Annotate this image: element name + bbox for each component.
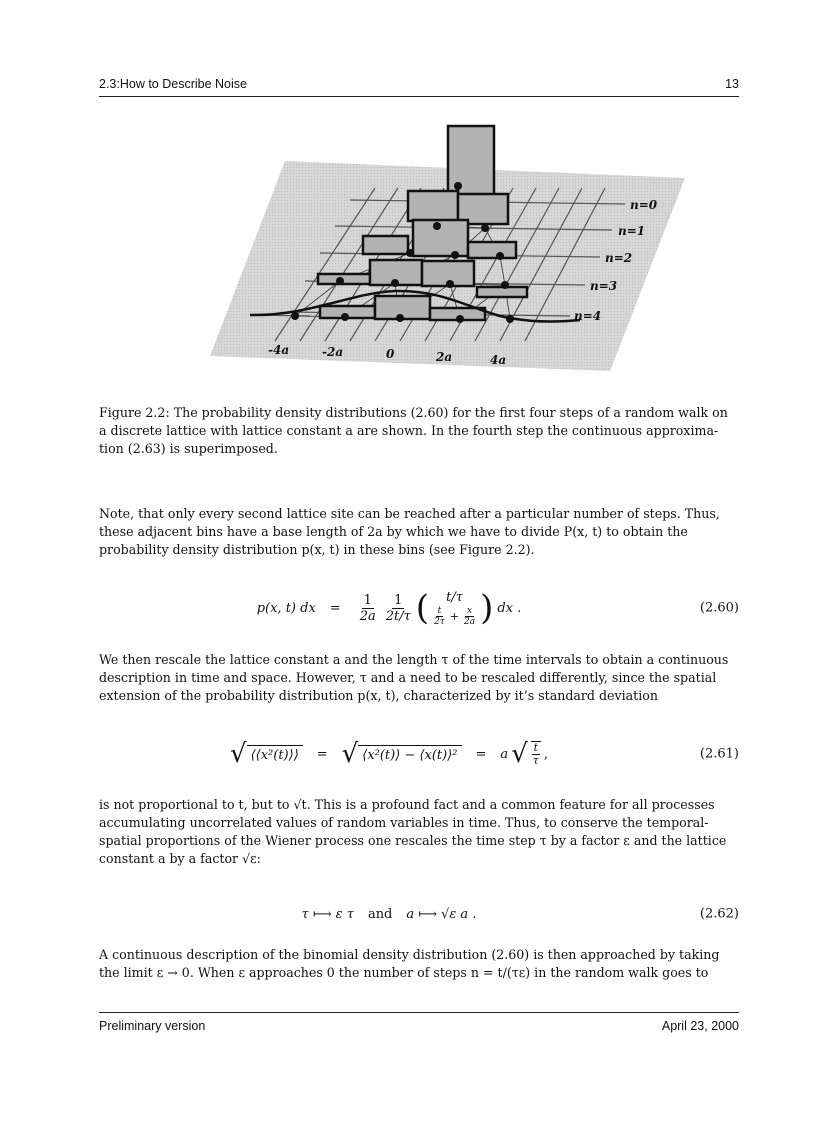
eq260-binomial: t/τ $\frac{t}{2\tau}$ + $\frac{x}{2a}$ — [434, 590, 476, 627]
para4-line-2: the limit ε → 0. When ε approaches 0 the number of steps n = t/(τε) in the random walk goes to — [99, 965, 709, 980]
eq260-frac1: $\frac{1}{2a}$ — [359, 592, 376, 624]
para3-line-4: constant a by a factor √ε: — [99, 851, 261, 866]
eq260-paren-open: ( — [415, 588, 430, 628]
eq262-and: and — [367, 906, 393, 922]
section-title: 2.3:How to Describe Noise — [99, 77, 247, 91]
para1-line-1: Note, that only every second lattice site can be reached after a particular number of steps. Thus, — [99, 506, 720, 521]
eq262-left: τ ⟼ ε τ — [301, 906, 354, 922]
equation-2-61: √ ⟨⟨x²(t)⟩⟩ = √ ⟨x²(t)⟩ − ⟨x(t)⟩² = a √ $\frac{t}{\tau}$ , (2.61) — [229, 739, 739, 769]
page-number: 13 — [725, 77, 739, 91]
row-label-n4: n=4 — [574, 309, 602, 323]
eq262-right: a ⟼ √ε a . — [406, 906, 477, 922]
caption-line-3: tion (2.63) is superimposed. — [99, 441, 278, 456]
bin-n3-d — [477, 287, 527, 297]
axis-label-m4a: -4a — [268, 343, 290, 357]
equation-2-62 — [99, 902, 739, 926]
eq261-rhs-a: a — [500, 746, 509, 762]
figure-random-walk — [200, 116, 700, 386]
caption-line-2: a discrete lattice with lattice constant a are shown. In the fourth step the continuous approxima- — [99, 423, 719, 438]
para2-line-3: extension of the probability distribution p(x, t), characterized by it’s standard deviation — [99, 688, 658, 703]
paragraph-3 — [99, 796, 739, 868]
axis-label-0: 0 — [386, 347, 395, 361]
paragraph-2 — [99, 651, 739, 705]
para2-line-1: We then rescale the lattice constant a and the length τ of the time intervals to obtain a continuous — [99, 652, 729, 667]
eq260-lhs: p(x, t) dx — [256, 600, 316, 616]
row-label-n2: n=2 — [605, 251, 633, 265]
row-label-n0: n=0 — [630, 198, 658, 212]
axis-label-2a: 2a — [436, 350, 453, 364]
para3-line-2: accumulating uncorrelated values of random variables in time. Thus, to conserve the temporal- — [99, 815, 709, 830]
running-header — [99, 77, 739, 93]
eq260-equals: = — [329, 600, 341, 616]
eq261-equals-2: = — [475, 746, 487, 762]
eq261-number: (2.61) — [699, 746, 739, 762]
eq260-number: (2.60) — [699, 600, 739, 616]
para4-line-1: A continuous description of the binomial density distribution (2.60) is then approached by taking — [99, 947, 720, 962]
bin-n3-a — [318, 274, 370, 284]
row-label-n1: n=1 — [618, 224, 646, 238]
bin-n2-right — [468, 242, 516, 258]
eq261-equals-1: = — [316, 746, 328, 762]
footer-version: Preliminary version — [99, 1019, 206, 1033]
paragraph-1 — [99, 505, 739, 559]
para3-line-3: spatial proportions of the Wiener process one rescales the time step τ by a factor ε and the lattice — [99, 833, 727, 848]
figure-caption — [99, 404, 739, 458]
row-label-n3: n=3 — [590, 279, 618, 293]
bin-n1-left — [408, 191, 458, 221]
figure-svg — [200, 116, 700, 386]
eq260-tail: dx . — [497, 600, 522, 616]
caption-line-1: Figure 2.2: The probability density distributions (2.60) for the first four steps of a random walk on — [99, 405, 728, 420]
eq260-paren-close: ) — [480, 588, 494, 628]
para2-line-2: description in time and space. However, τ and a need to be rescaled differently, since the spatial — [99, 670, 717, 685]
paragraph-4 — [99, 946, 739, 982]
equation-2-60 — [99, 585, 739, 631]
eq261-comma: , — [543, 746, 548, 762]
para3-line-1: is not proportional to t, but to √t. This is a profound fact and a common feature for all processes — [99, 797, 715, 812]
footer-date: April 23, 2000 — [661, 1019, 739, 1033]
eq261-lhs: ⟨⟨x²(t)⟩⟩ — [247, 745, 303, 763]
eq261-mid: ⟨x²(t)⟩ − ⟨x(t)⟩² — [358, 745, 461, 763]
eq262-number: (2.62) — [699, 906, 739, 922]
para1-line-3: probability density distribution p(x, t) in these bins (see Figure 2.2). — [99, 542, 535, 557]
eq261-rhs-frac: $\frac{t}{\tau}$ — [532, 741, 539, 767]
eq260-frac2: $\frac{1}{2t/\tau}$ — [385, 592, 411, 624]
axis-label-m2a: -2a — [322, 345, 344, 359]
para1-line-2: these adjacent bins have a base length of 2a by which we have to divide P(x, t) to obtain the — [99, 524, 688, 539]
footer-rule — [99, 1012, 739, 1013]
header-rule — [99, 96, 739, 97]
bin-n2-left — [363, 236, 408, 254]
axis-label-4a: 4a — [490, 353, 507, 367]
